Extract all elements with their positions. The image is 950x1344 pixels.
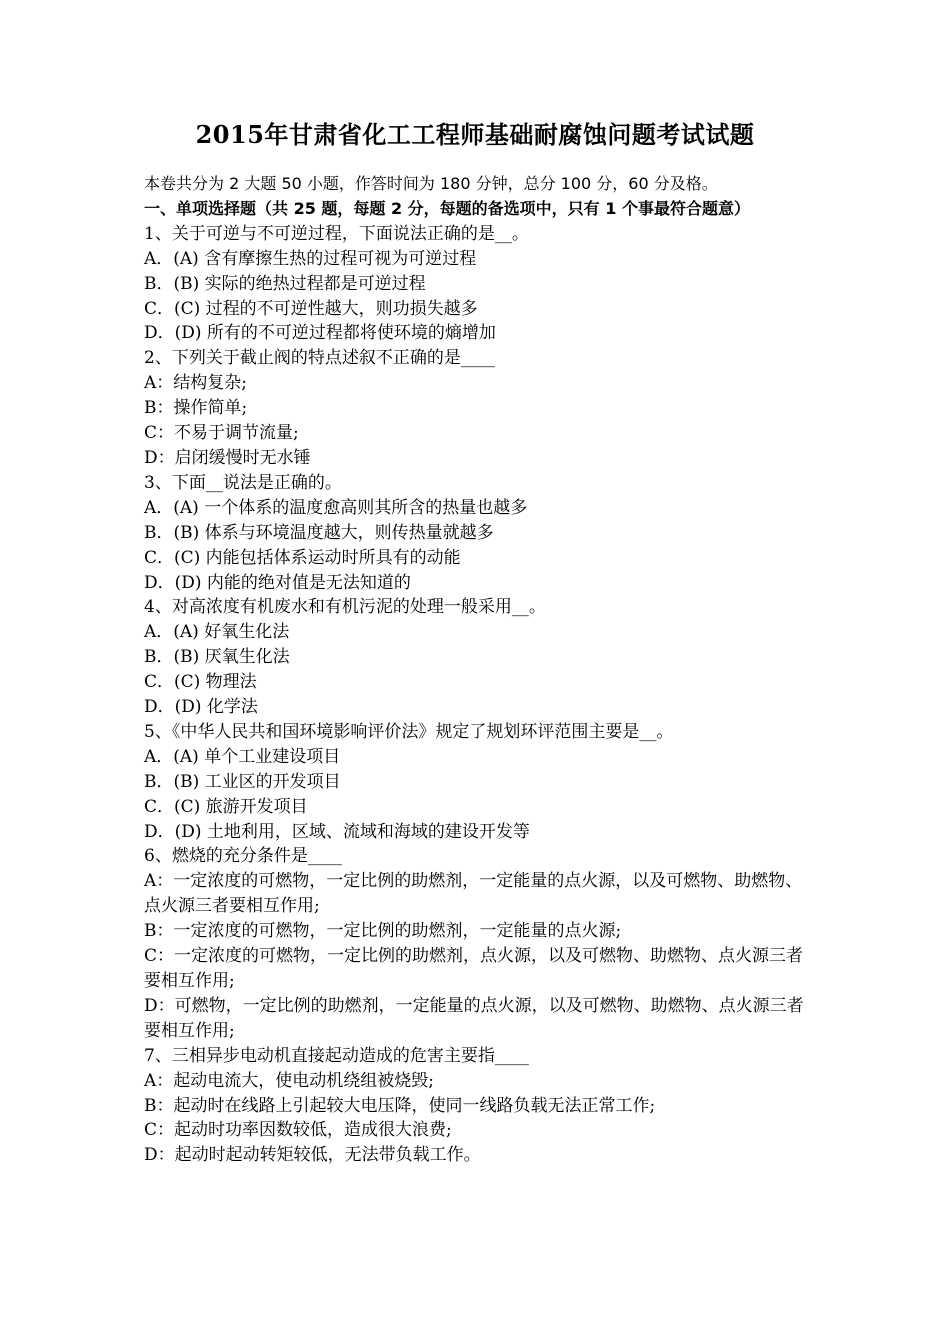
question-option: D．(D) 土地利用，区域、流域和海域的建设开发等: [144, 821, 530, 842]
question-option: D．(D) 内能的绝对值是无法知道的: [144, 572, 411, 593]
document-body: [144, 172, 812, 1168]
question-stem: 6、燃烧的充分条件是____: [144, 846, 342, 867]
section-heading: 一、单项选择题（共 25 题，每题 2 分，每题的备选项中，只有 1 个事最符合题意）: [144, 198, 750, 218]
question-stem: 7、三相异步电动机直接起动造成的危害主要指____: [144, 1045, 529, 1066]
question-option: B：起动时在线路上引起较大电压降，使同一线路负载无法正常工作;: [144, 1095, 656, 1116]
question-stem: 4、对高浓度有机废水和有机污泥的处理一般采用__。: [144, 597, 546, 618]
question-option: A．(A) 一个体系的温度愈高则其所含的热量也越多: [144, 497, 528, 518]
question-6: [144, 844, 812, 1043]
question-option: B：一定浓度的可燃物，一定比例的助燃剂，一定能量的点火源;: [144, 921, 622, 942]
question-3: [144, 471, 812, 596]
document-title: 2015年甘肃省化工工程师基础耐腐蚀问题考试试题: [195, 120, 755, 149]
question-option: C：不易于调节流量;: [144, 423, 299, 444]
exam-intro: 本卷共分为 2 大题 50 小题，作答时间为 180 分钟，总分 100 分，60 分及格。: [144, 174, 718, 193]
question-option: D：可燃物，一定比例的助燃剂，一定能量的点火源，以及可燃物、助燃物、点火源三者要相互作用;: [144, 995, 804, 1041]
question-5: [144, 720, 812, 845]
question-option: D：启闭缓慢时无水锤: [144, 447, 311, 468]
question-option: C．(C) 内能包括体系运动时所具有的动能: [144, 547, 461, 568]
question-option: A：起动电流大，使电动机绕组被烧毁;: [144, 1070, 435, 1091]
question-option: B．(B) 实际的绝热过程都是可逆过程: [144, 273, 426, 294]
question-option: B．(B) 体系与环境温度越大，则传热量就越多: [144, 522, 494, 543]
question-stem: 1、关于可逆与不可逆过程，下面说法正确的是__。: [144, 223, 529, 244]
question-option: C．(C) 物理法: [144, 672, 257, 693]
question-4: [144, 595, 812, 720]
question-option: D．(D) 所有的不可逆过程都将使环境的熵增加: [144, 323, 496, 344]
question-1: [144, 222, 812, 347]
question-option: B．(B) 厌氧生化法: [144, 647, 290, 668]
question-7: [144, 1044, 812, 1169]
question-stem: 3、下面__说法是正确的。: [144, 472, 342, 493]
question-2: [144, 346, 812, 471]
question-option: C：一定浓度的可燃物，一定比例的助燃剂，点火源，以及可燃物、助燃物、点火源三者要相互作用;: [144, 946, 804, 991]
question-stem: 2、下列关于截止阀的特点述叙不正确的是____: [144, 348, 495, 369]
question-option: C．(C) 过程的不可逆性越大，则功损失越多: [144, 298, 478, 319]
question-option: D．(D) 化学法: [144, 697, 258, 718]
question-option: A：一定浓度的可燃物，一定比例的助燃剂，一定能量的点火源，以及可燃物、助燃物、点火源三者要相互作用;: [144, 871, 803, 917]
question-option: C．(C) 旅游开发项目: [144, 796, 308, 817]
question-option: A：结构复杂;: [144, 373, 248, 394]
question-option: B：操作简单;: [144, 398, 248, 419]
question-option: B．(B) 工业区的开发项目: [144, 771, 341, 792]
question-option: A．(A) 含有摩擦生热的过程可视为可逆过程: [144, 248, 477, 269]
question-option: D：起动时起动转矩较低，无法带负载工作。: [144, 1145, 481, 1166]
question-option: A．(A) 好氧生化法: [144, 622, 290, 643]
question-stem: 5、《中华人民共和国环境影响评价法》规定了规划环评范围主要是__。: [144, 721, 674, 742]
question-option: C：起动时功率因数较低，造成很大浪费;: [144, 1120, 452, 1141]
question-option: A．(A) 单个工业建设项目: [144, 746, 341, 767]
